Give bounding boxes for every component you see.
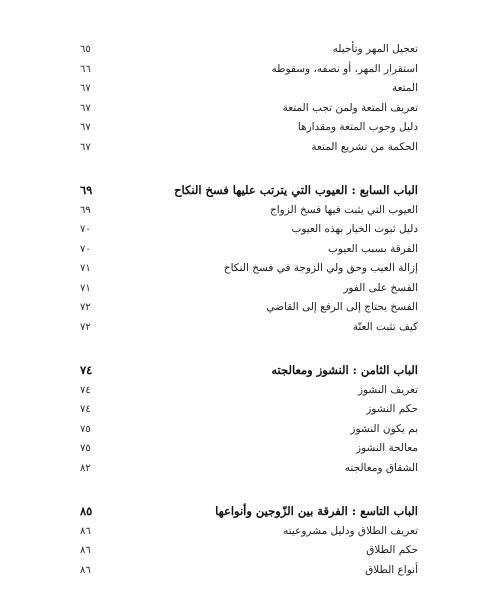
toc-entry-page: ٨٦ — [80, 545, 91, 556]
toc-entry-title: تعريف المتعة ولمن تجب المتعة — [282, 101, 418, 114]
toc-entry-page: ٦٧ — [80, 102, 91, 114]
toc-entry-title: الفسخ على الفور — [343, 281, 418, 294]
toc-entry-title: دليل وجوب المتعة ومقدارها — [297, 121, 418, 133]
toc-entry-page: ٧٥ — [80, 443, 91, 454]
toc-entry-page: ٨٦ — [80, 564, 91, 576]
toc-entry-title: تعجيل المهر وتأجيله — [332, 43, 418, 55]
toc-entry-title: العيوب التي يثبت فيها فسخ الزواج — [269, 203, 418, 216]
toc-section — [80, 361, 418, 478]
toc-entry — [80, 279, 418, 299]
toc-entry — [80, 298, 418, 318]
toc-entry-title: الشقاق ومعالجته — [344, 461, 418, 474]
toc-entry-title: الفسخ يحتاج إلى الرفع إلى القاضي — [266, 301, 418, 313]
toc-entry-page: ٦٧ — [80, 122, 91, 133]
toc-entry-page: ٧٢ — [80, 321, 91, 333]
toc-entry — [80, 541, 418, 561]
toc-chapter-heading — [80, 181, 418, 201]
toc-entry-title: المتعة — [391, 82, 418, 94]
toc-entry-title: تعريف النشوز — [357, 383, 418, 396]
toc-entry-page: ٦٥ — [80, 44, 91, 55]
toc-entry-page: ٧١ — [80, 282, 91, 294]
toc-entry-page: ٧٠ — [80, 224, 91, 235]
toc-chapter-heading — [80, 502, 418, 522]
toc-entry — [80, 400, 418, 420]
toc-entry-title: بم يكون النشوز — [350, 422, 418, 435]
toc-entry-title: كيف تثبت العنّة — [352, 320, 418, 333]
toc-entry — [80, 318, 418, 338]
toc-entry-page: ٨٦ — [80, 525, 91, 537]
toc-chapter-page: ٨٥ — [80, 504, 93, 518]
toc-entry-title: إزالة العيب وحق ولي الزوجة في فسخ النكاح — [223, 262, 418, 274]
toc-chapter-title: الباب الثامن : النشوز ومعالجته — [271, 363, 418, 377]
toc-entry-page: ٧٥ — [80, 423, 91, 435]
toc-entry-page: ٧٠ — [80, 243, 91, 255]
toc-chapter-page: ٧٤ — [80, 363, 93, 377]
toc-chapter-title: الباب التاسع : الفرقة بين الزّوجين وأنواعها — [215, 504, 418, 518]
toc-entry — [80, 459, 418, 479]
toc-chapter-title: الباب السابع : العيوب التي يترتب عليها فسخ النكاح — [174, 183, 418, 197]
toc-chapter-heading — [80, 361, 418, 381]
toc-entry — [80, 240, 418, 260]
toc-entry-page: ٧١ — [80, 263, 91, 274]
toc-entry — [80, 40, 418, 60]
toc-entry-title: أنواع الطلاق — [365, 563, 418, 576]
toc-entry-title: تعريف الطلاق ودليل مشروعيته — [283, 524, 418, 537]
toc-entry — [80, 522, 418, 542]
toc-entry-title: حكم الطلاق — [366, 544, 418, 556]
toc-entry — [80, 259, 418, 279]
toc-entry-title: الفرقة بسبب العيوب — [328, 242, 418, 255]
toc-entry — [80, 220, 418, 240]
toc-entry-title: حكم النشوز — [366, 403, 418, 415]
toc-entry-page: ٦٧ — [80, 83, 91, 94]
toc-entry-page: ٧٤ — [80, 404, 91, 415]
toc-entry — [80, 561, 418, 581]
toc-section — [80, 181, 418, 337]
toc-entry-page: ٦٦ — [80, 63, 91, 75]
toc-section — [80, 40, 418, 157]
toc-chapter-page: ٦٩ — [80, 183, 93, 197]
toc-entry — [80, 381, 418, 401]
toc-entry — [80, 420, 418, 440]
toc-entry — [80, 99, 418, 119]
toc-entry — [80, 439, 418, 459]
toc-entry-page: ٨٢ — [80, 462, 91, 474]
toc-entry — [80, 60, 418, 80]
toc-entry-page: ٧٢ — [80, 302, 91, 313]
toc-entry-page: ٧٤ — [80, 384, 91, 396]
toc-entry-title: استقرار المهر، أو نصفه، وسقوطه — [271, 62, 418, 75]
toc-entry — [80, 201, 418, 221]
toc-entry — [80, 118, 418, 138]
table-of-contents — [80, 40, 418, 580]
toc-entry-title: دليل ثبوت الخيار بهذه العيوب — [291, 223, 418, 235]
toc-entry-title: الحكمة من تشريع المتعة — [311, 140, 418, 153]
toc-entry-page: ٦٩ — [80, 204, 91, 216]
toc-entry-title: معالجة النشوز — [356, 442, 418, 454]
toc-entry — [80, 79, 418, 99]
toc-entry — [80, 138, 418, 158]
toc-entry-page: ٦٧ — [80, 141, 91, 153]
toc-section — [80, 502, 418, 580]
